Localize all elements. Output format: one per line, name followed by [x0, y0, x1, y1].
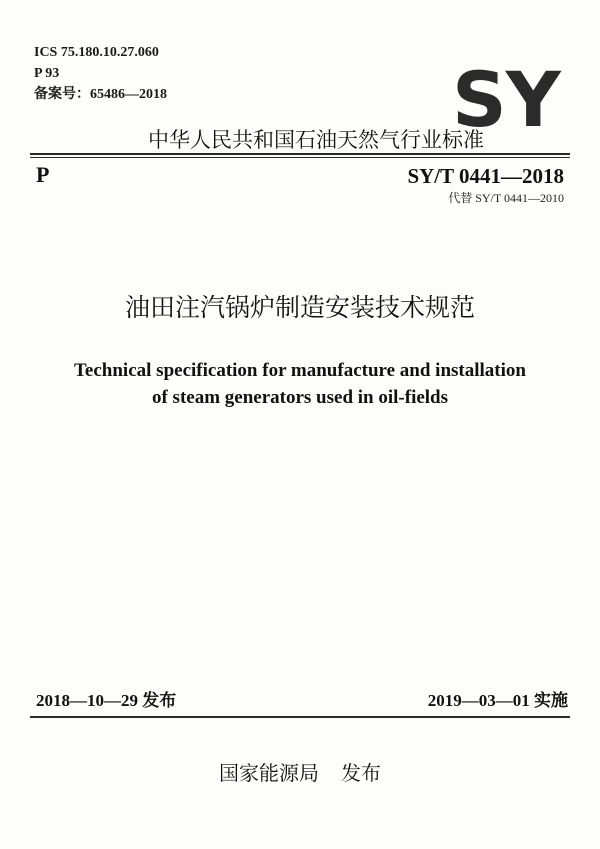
top-divider [30, 153, 570, 155]
title-chinese: 油田注汽锅炉制造安装技术规范 [124, 293, 475, 322]
filing-number: 备案号：65486—2018 [34, 87, 167, 102]
ics-code: ICS 75.180.10.27.060 [34, 45, 159, 60]
publisher-name: 国家能源局 [219, 761, 319, 785]
p-code: P 93 [34, 66, 60, 81]
publisher-action: 发布 [341, 761, 381, 785]
issue-date: 2018—10—29 发布 [36, 691, 177, 710]
standard-number: SY/T 0441—2018 [407, 164, 564, 188]
sy-logo: SY [452, 55, 560, 144]
title-english-line-2: of steam generators used in oil-fields [151, 387, 449, 408]
top-divider-thin [30, 157, 570, 158]
replaces-standard: 代替 SY/T 0441—2010 [448, 191, 564, 205]
industry-standard-heading: 中华人民共和国石油天然气行业标准 [148, 128, 484, 152]
class-letter: P [36, 162, 50, 187]
classification-block [34, 42, 167, 105]
title-english [0, 357, 600, 411]
bottom-divider [30, 716, 570, 718]
effective-date: 2019—03—01 实施 [427, 691, 568, 710]
title-english-line-1: Technical specification for manufacture and installation [74, 360, 526, 381]
publisher-line [0, 759, 600, 787]
